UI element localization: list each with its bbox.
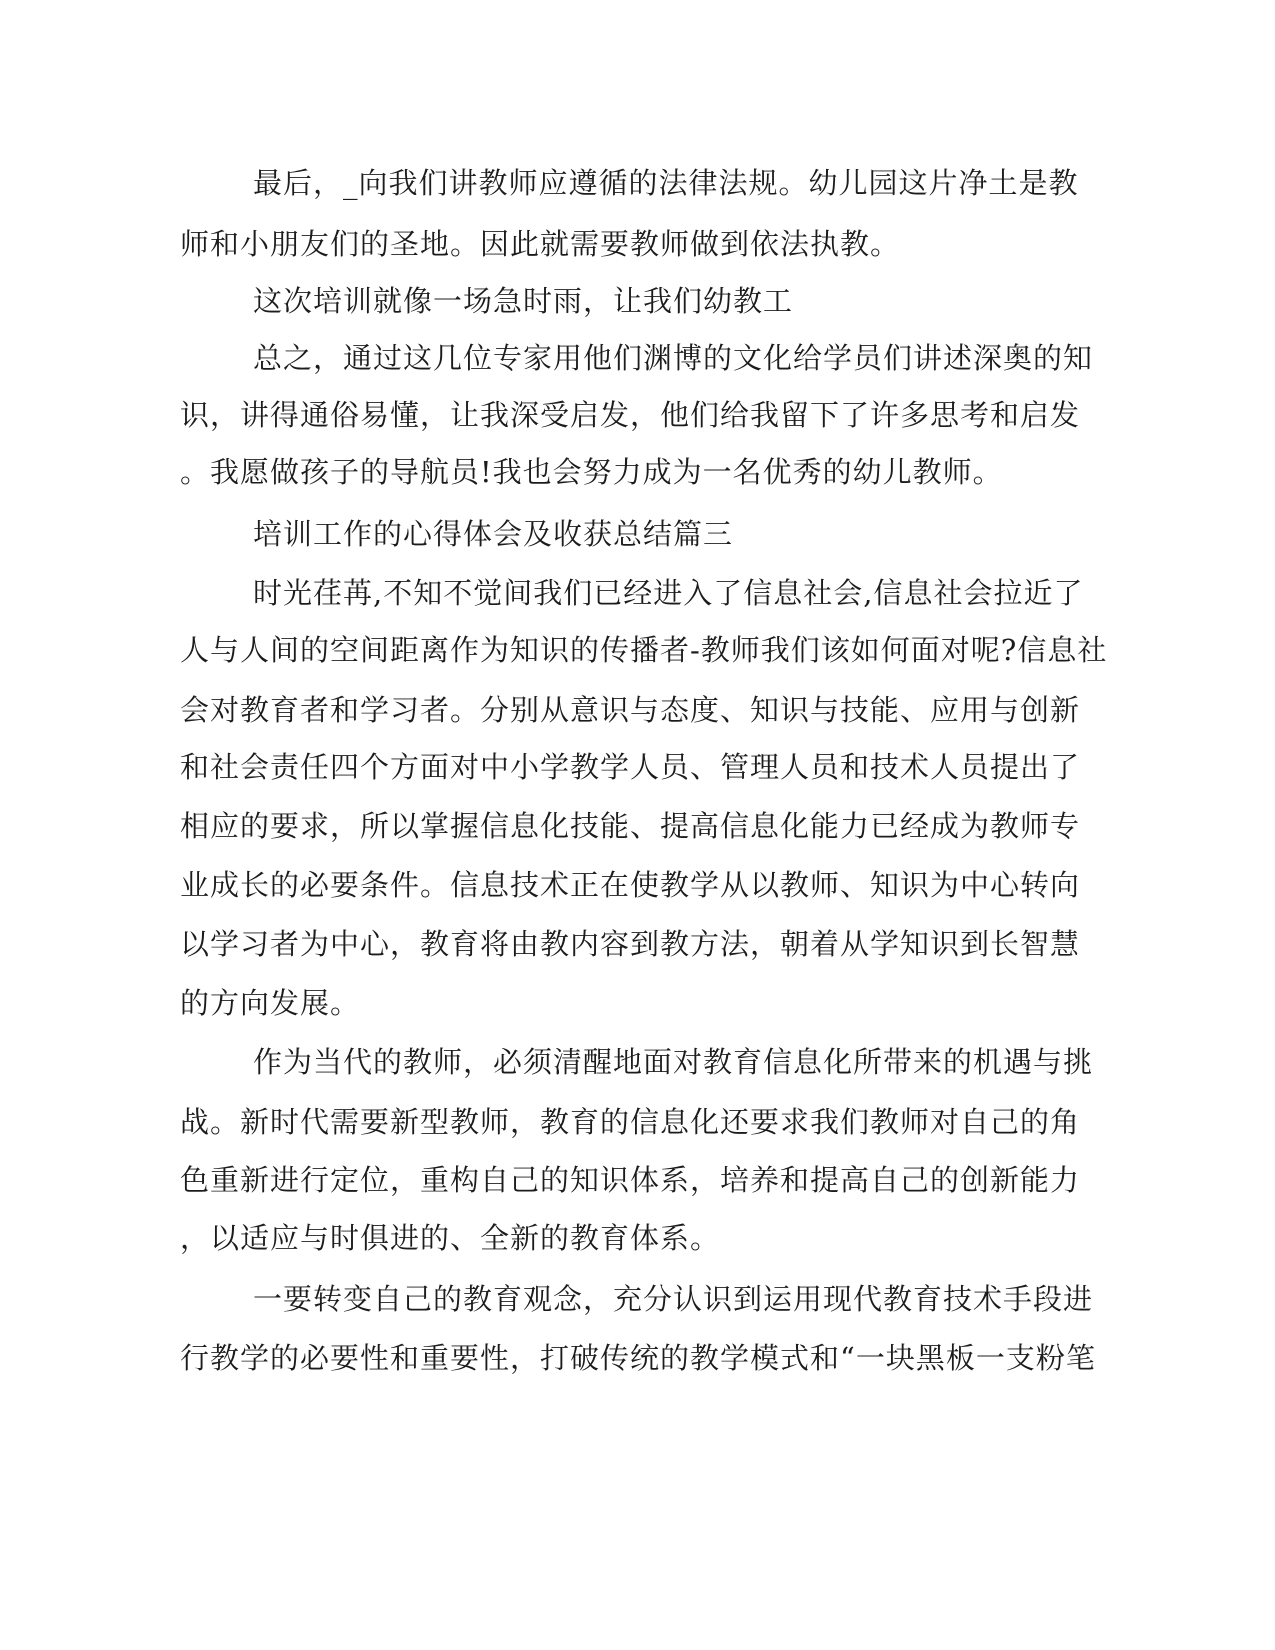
text-line: 师和小朋友们的圣地。因此就需要教师做到依法执教。: [180, 227, 901, 261]
text-line: 最后，_向我们讲教师应遵循的法律法规。幼儿园这片净土是教: [253, 166, 1079, 200]
text-line: 业成长的必要条件。信息技术正在使教学从以教师、知识为中心转向: [180, 868, 1081, 902]
text-line: 的方向发展。: [180, 986, 361, 1020]
text-line: 人与人间的空间距离作为知识的传播者-教师我们该如何面对呢?信息社: [180, 633, 1108, 667]
text-line: 以学习者为中心，教育将由教内容到教方法，朝着从学知识到长智慧: [180, 927, 1081, 961]
text-line: 相应的要求，所以掌握信息化技能、提高信息化能力已经成为教师专: [180, 809, 1081, 843]
text-line: 。我愿做孩子的导航员!我也会努力成为一名优秀的幼儿教师。: [180, 455, 1003, 489]
text-line: 行教学的必要性和重要性，打破传统的教学模式和“一块黑板一支粉笔: [180, 1341, 1096, 1375]
text-line: 识，讲得通俗易懂，让我深受启发，他们给我留下了许多思考和启发: [180, 398, 1081, 432]
text-line: 培训工作的心得体会及收获总结篇三: [253, 517, 734, 551]
text-line: 和社会责任四个方面对中小学教学人员、管理人员和技术人员提出了: [180, 750, 1081, 784]
text-line: 时光荏苒,不知不觉间我们已经进入了信息社会,信息社会拉近了: [253, 576, 1084, 610]
text-line: 总之，通过这几位专家用他们渊博的文化给学员们讲述深奥的知: [253, 341, 1094, 375]
text-line: 战。新时代需要新型教师，教育的信息化还要求我们教师对自己的角: [180, 1105, 1081, 1139]
text-line: 一要转变自己的教育观念，充分认识到运用现代教育技术手段进: [253, 1282, 1094, 1316]
text-line: 色重新进行定位，重构自己的知识体系，培养和提高自己的创新能力: [180, 1163, 1081, 1197]
text-line: 这次培训就像一场急时雨，让我们幼教工: [253, 284, 794, 318]
text-line: ，以适应与时俱进的、全新的教育体系。: [180, 1221, 721, 1255]
text-line: 会对教育者和学习者。分别从意识与态度、知识与技能、应用与创新: [180, 693, 1081, 727]
text-line: 作为当代的教师，必须清醒地面对教育信息化所带来的机遇与挑: [253, 1045, 1094, 1079]
